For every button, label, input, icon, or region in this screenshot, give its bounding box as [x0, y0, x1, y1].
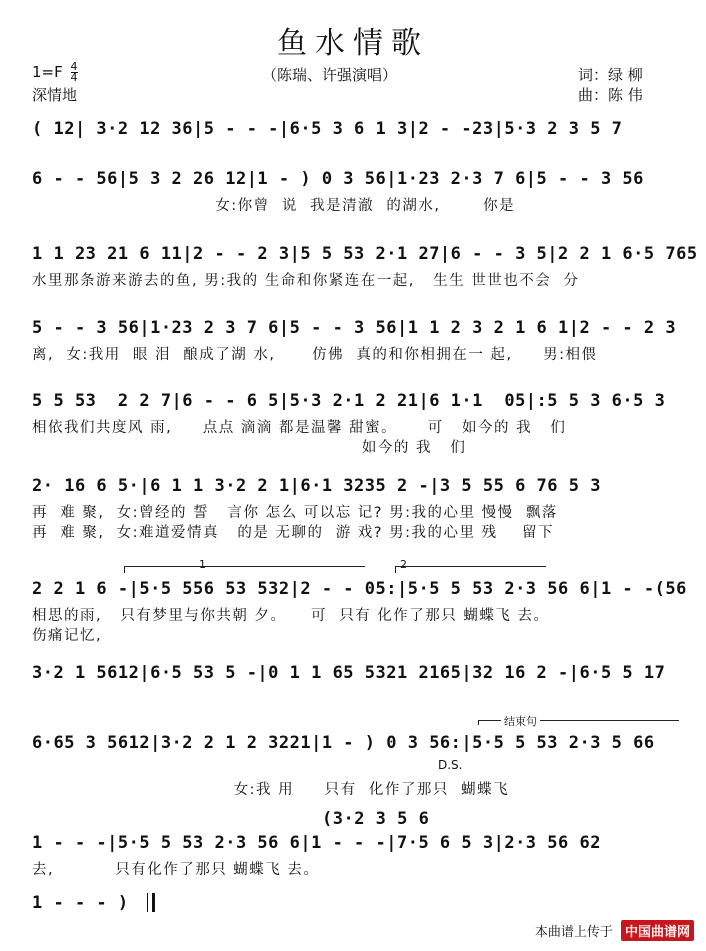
score-row-11	[32, 892, 682, 914]
score-row-2	[32, 168, 682, 216]
score-row-6	[32, 475, 682, 543]
ending-bracket	[478, 715, 679, 728]
footer	[535, 920, 694, 941]
lyricist: 词：绿 柳	[578, 66, 643, 84]
notes-line: 2 2 1 6 -|5·5 556 53 532|2 - - 05:|5·5 5 53 2·3 56 6|1 - -(56	[32, 579, 687, 599]
lyric-line	[32, 760, 682, 780]
score-row-4	[32, 317, 682, 365]
site-logo[interactable]: 中国曲谱网	[621, 920, 694, 941]
volta-1-label: 1	[199, 558, 206, 571]
intro-notes: (3·2 3 5 6	[322, 809, 430, 829]
volta-2	[395, 558, 546, 573]
notes-line: 1 - - -|5·5 5 53 2·3 56 6|1 - - -|7·5 6 5 3|2·3 56 62	[32, 833, 601, 853]
notes-line: 3·2 1 5612|6·5 53 5 -|0 1 1 65 5321 2165|32 16 2 -|6·5 5 17	[32, 663, 666, 683]
lyric-line: 再 难 聚, 女:曾经的 誓 言你 怎么 可以忘 记? 男:我的心里 慢慢 飘落	[32, 505, 558, 521]
lyric-line-2: 再 难 聚, 女:难道爱情真 的是 无聊的 游 戏? 男:我的心里 残 留下	[32, 525, 555, 541]
score-row-5	[32, 390, 682, 458]
score-row-8	[32, 662, 682, 684]
notes-line: 5 - - 3 56|1·23 2 3 7 6|5 - - 3 56|1 1 2 3 2 1 6 1|2 - - 2 3	[32, 318, 677, 338]
ds-mark: D.S.	[438, 758, 463, 772]
notes-line: 2· 16 6 5·|6 1 1 3·2 2 1|6·1 3235 2 -|3 5 55 6 76 5 3	[32, 476, 601, 496]
notes-line: 5 5 53 2 2 7|6 - - 6 5|5·3 2·1 2 21|6 1·1 05|:5 5 3 6·5 3	[32, 391, 666, 411]
singers: （陈瑞、许强演唱）	[262, 66, 398, 84]
page-title: 鱼水情歌	[277, 26, 429, 61]
lyric-line-2: 女:我 用 只有 化作了那只 蝴蝶飞	[32, 782, 510, 798]
volta-2-label: 2	[400, 558, 407, 571]
lyric-line: 水里那条游来游去的鱼, 男:我的 生命和你紧连在一起, 生生 世世也不会 分	[32, 273, 580, 289]
lyric-line-2: 伤痛记忆,	[32, 628, 103, 644]
notes-line: 6 - - 56|5 3 2 26 12|1 - ) 0 3 56|1·23 2·3 7 6|5 - - 3 56	[32, 169, 644, 189]
lyric-line: 女:你曾 说 我是清澈 的湖水, 你是	[32, 198, 516, 214]
composer: 曲：陈 伟	[578, 86, 643, 104]
score-row-9	[32, 732, 682, 800]
time-signature	[71, 62, 78, 83]
volta-1	[124, 558, 365, 573]
upload-text: 本曲谱上传于	[534, 925, 613, 940]
score-row-10	[32, 832, 682, 880]
key-signature	[32, 62, 78, 83]
lyric-line-2: 如今的 我 们	[32, 440, 467, 456]
tempo-mood: 深情地	[32, 86, 78, 104]
notes-line: ( 12| 3·2 12 36|5 - - -|6·5 3 6 1 3|2 - -23|5·3 2 3 5 7	[32, 119, 623, 139]
lyric-line: 相思的雨, 只有梦里与你共朝 夕。 可 只有 化作了那只 蝴蝶飞 去。	[32, 608, 550, 624]
notes-line: 1 - - - )	[32, 893, 129, 913]
final-barline	[147, 893, 155, 912]
score-row-7	[32, 578, 687, 646]
ending-mark-label: 结束句	[501, 713, 540, 729]
score-row-1	[32, 118, 682, 140]
lyric-line: 离, 女:我用 眼 泪 酿成了湖 水, 仿佛 真的和你相拥在一 起, 男:相偎	[32, 347, 598, 363]
notes-line: 6·65 3 5612|3·2 2 1 2 3221|1 - ) 0 3 56:|5·5 5 53 2·3 5 66	[32, 733, 655, 753]
score-row-3	[32, 243, 698, 291]
notes-line: 1 1 23 21 6 11|2 - - 2 3|5 5 53 2·1 27|6 - - 3 5|2 2 1 6·5 765	[32, 244, 698, 264]
key-label: 1=F	[32, 63, 63, 81]
time-sig-top: 4	[70, 60, 78, 73]
lyric-line: 去, 只有化作了那只 蝴蝶飞 去。	[32, 862, 320, 878]
time-sig-bottom: 4	[70, 71, 78, 84]
lyric-line: 相依我们共度风 雨, 点点 滴滴 都是温馨 甜蜜。 可 如今的 我 们	[32, 420, 567, 436]
